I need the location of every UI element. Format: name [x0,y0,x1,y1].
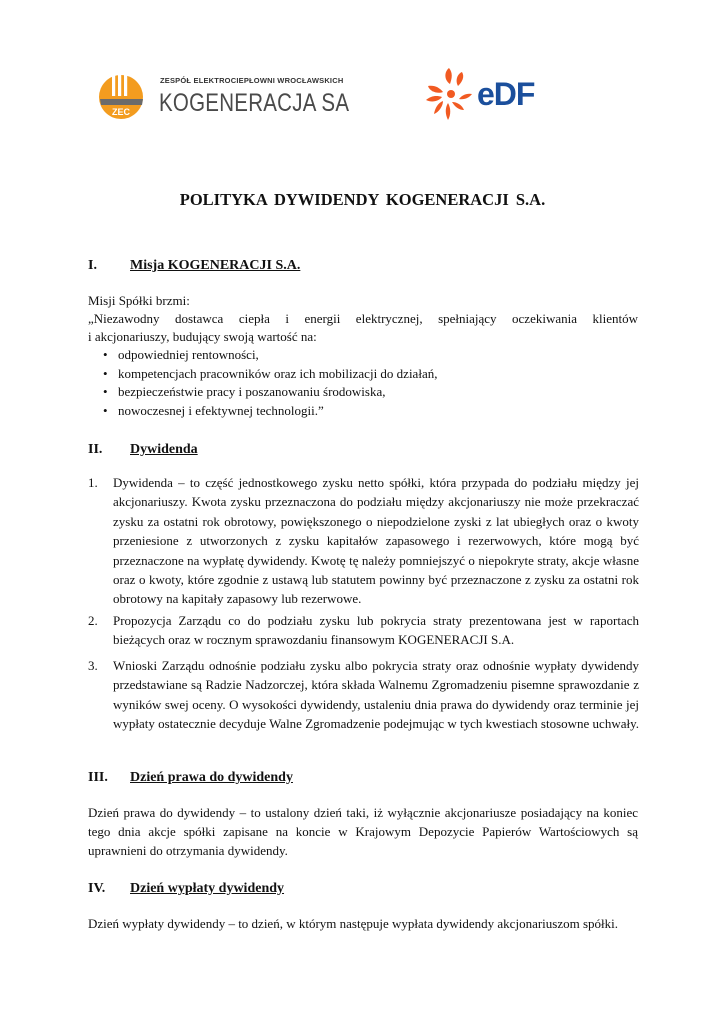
item-text: Dywidenda – to część jednostkowego zysku netto spółki, która przypada do podziału między jej akcjonariuszy. Kwota zysku przeznaczona do podziału między akcjonariuszy nie może przekraczać zysku za ostatni rok obrotowy, powiększonego o niepodzielone zyski z lat ubiegłych oraz o kwoty przeniesione z utworzonych z zysku kapitałów zapasowego i rezerwowych, które mogą być przeznaczone na wypłatę dywidendy. Kwotę tę należy pomniejszyć o niepokryte straty, akcje własne oraz o kwoty, które zgodnie z ustawą lub statutem powinny być przeznaczone z zysku za ostatni rok obrotowy na kapitały zapasowy lub rezerwowe. [113,475,639,607]
section-number: I. [88,258,97,273]
mission-quote-line1: „Niezawodny dostawca ciepła i energii elektrycznej, spełniający oczekiwania klientów [88,311,638,326]
bullet-icon: • [103,384,108,399]
item-number: 3. [88,658,98,673]
zec-badge-text: ZEC [112,107,130,117]
section-number: II. [88,442,103,457]
zec-company-name: KOGENERACJA SA [159,89,350,117]
mission-bullet-list [88,346,437,420]
list-item: • nowoczesnej i efektywnej technologii.” [88,402,437,421]
mission-quote-line2: i akcjonariuszy, budujący swoją wartość na: [88,329,317,344]
edf-logo [424,66,554,126]
item-text: Propozycja Zarządu co do podziału zysku lub pokrycia straty prezentowana jest w raportach bieżących oraz w rocznym sprawozdaniu finansowym KOGENERACJI S.A. [113,613,639,648]
list-item: • bezpieczeństwie pracy i poszanowaniu środowiska, [88,383,437,402]
numbered-item [88,611,639,650]
bullet-icon: • [103,402,108,418]
bullet-icon: • [103,365,108,381]
section-title: Misja KOGENERACJI S.A. [130,258,301,273]
item-text: Wnioski Zarządu odnośnie podziału zysku albo pokrycia straty oraz odnośnie wypłaty dywidendy przedstawiane są Radzie Nadzorczej, która składa Walnemu Zgromadzeniu pisemne sprawozdanie z wyników swej oceny. O wysokości dywidendy, ustaleniu dnia prawa do dywidendy oraz terminie jej wypłaty ostatecznie decyduje Walne Zgromadzenie podejmując w tych kwestiach stosowne uchwały. [113,658,639,732]
zec-company-subtitle: ZESPÓŁ ELEKTROCIEPŁOWNI WROCŁAWSKICH [160,76,344,85]
item-number: 1. [88,475,98,490]
numbered-item [88,656,639,734]
section-number: IV. [88,881,106,896]
edf-sun-icon [424,66,480,126]
edf-wordmark: eDF [477,76,535,112]
section-title: Dzień wypłaty dywidendy [130,881,285,896]
list-item: • odpowiedniej rentowności, [88,346,437,365]
section-heading-payment-date [88,881,284,897]
payment-date-text: Dzień wypłaty dywidendy – to dzień, w którym następuje wypłata dywidendy akcjonariuszom spółki. [88,916,618,931]
kogeneracja-logo [97,72,350,122]
document-title: POLITYKA DYWIDENDY KOGENERACJI S.A. [179,190,546,209]
record-date-text: Dzień prawa do dywidendy – to ustalony dzień taki, iż wyłącznie akcjonariusze posiadający na koniec tego dnia akcje spółki zapisane na koncie w Krajowym Depozycie Papierów Wartościowych są uprawnieni do otrzymania dywidendy. [88,805,638,858]
item-number: 2. [88,613,98,628]
section-title: Dywidenda [130,442,198,457]
zec-emblem-icon [97,72,147,122]
list-item: • kompetencjach pracowników oraz ich mobilizacji do działań, [88,365,437,384]
bullet-icon: • [103,347,108,362]
section-heading-dividend [88,442,198,458]
section-title: Dzień prawa do dywidendy [130,770,293,785]
section-heading-mission [88,258,300,274]
section-heading-record-date [88,770,293,786]
section-number: III. [88,770,108,785]
mission-intro: Misji Spółki brzmi: [88,293,190,308]
numbered-item [88,473,639,609]
